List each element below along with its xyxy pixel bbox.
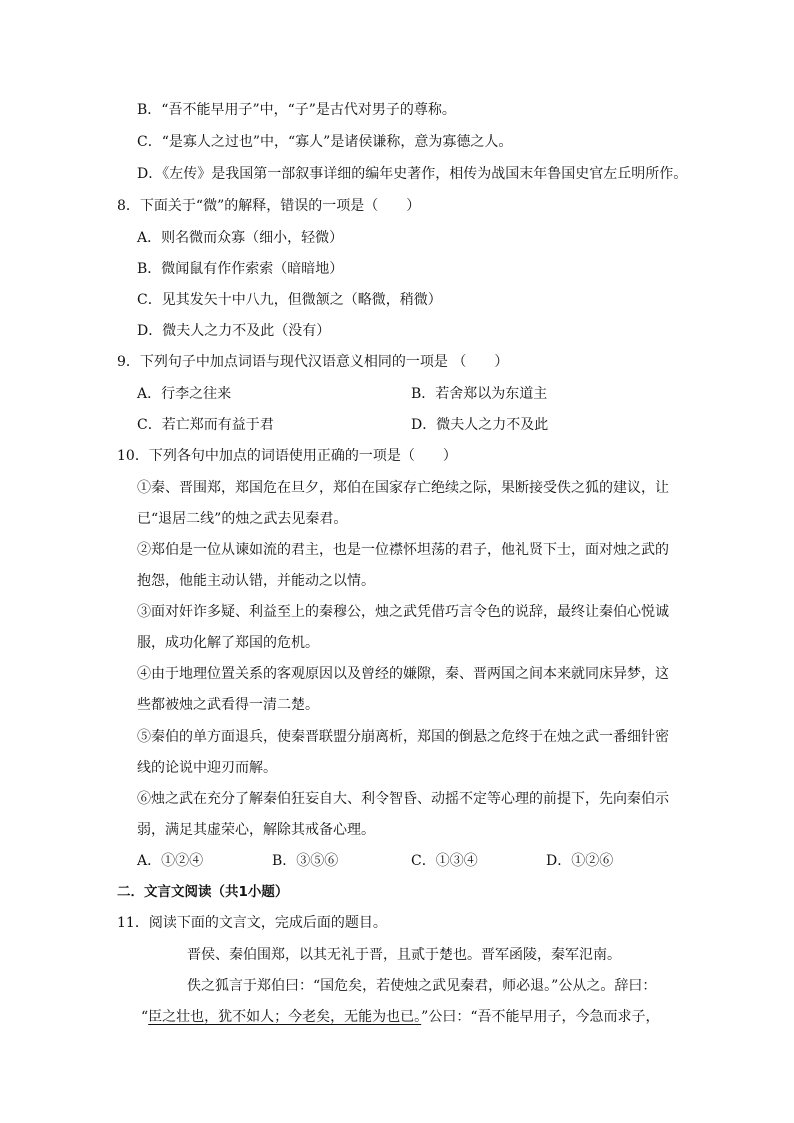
question-10: 10．下列各句中加点的词语使用正确的一项是（ ） — [117, 448, 457, 464]
option-9c: C．若亡郑而有益于君 — [137, 417, 274, 433]
passage-line-2: 佚之狐言于郑伯曰：“国危矣，若使烛之武见秦君，师必退。”公从之。辞曰： — [187, 978, 657, 994]
option-10c: C．①③④ — [411, 853, 478, 869]
option-10d: D．①②⑥ — [546, 853, 614, 869]
question-8: 8．下面关于“微”的解释，错误的一项是（ ） — [117, 198, 421, 214]
statement-6-line-2: 弱，满足其虚荣心，解除其戒备心理。 — [137, 822, 375, 838]
statement-6-line-1: ⑥烛之武在充分了解秦伯狂妄自大、利令智昏、动摇不定等心理的前提下，先向秦伯示 — [137, 791, 669, 807]
option-10b: B．③⑤⑥ — [272, 853, 339, 869]
statement-1-line-2: 已“退居二线”的烛之武去见秦君。 — [137, 511, 348, 527]
option-8a: A．则名微而众寡（细小，轻微） — [137, 230, 344, 246]
statement-3-line-1: ③面对奸诈多疑、利益至上的秦穆公，烛之武凭借巧言令色的说辞，最终让秦伯心悦诚 — [137, 604, 669, 620]
quote-open: “ — [141, 1009, 149, 1025]
option-9a: A．行李之往来 — [137, 386, 232, 402]
statement-1-line-1: ①秦、晋围郑，郑国危在旦夕，郑伯在国家存亡绝续之际，果断接受佚之狐的建议，让 — [137, 480, 669, 496]
option-9d: D．微夫人之力不及此 — [411, 417, 549, 433]
statement-5-line-2: 线的论说中迎刃而解。 — [137, 760, 277, 776]
statement-2-line-1: ②郑伯是一位从谏如流的君主，也是一位襟怀坦荡的君子，他礼贤下士，面对烛之武的 — [137, 542, 669, 558]
passage-line-1: 晋侯、秦伯围郑，以其无礼于晋，且贰于楚也。晋军函陵，秦军氾南。 — [187, 947, 621, 963]
statement-2-line-2: 抱怨，他能主动认错，并能动之以情。 — [137, 573, 375, 589]
statement-3-line-2: 服，成功化解了郑国的危机。 — [137, 635, 319, 651]
option-7b: B．“吾不能早用子”中，“子”是古代对男子的尊称。 — [137, 102, 456, 118]
statement-5-line-1: ⑤秦伯的单方面退兵，使秦晋联盟分崩离析，郑国的倒悬之危终于在烛之武一番细针密 — [137, 729, 669, 745]
option-7c: C．“是寡人之过也”中，“寡人”是诸侯谦称，意为寡德之人。 — [137, 134, 513, 150]
option-8c: C．见其发矢十中八九，但微颔之（略微，稍微） — [137, 292, 442, 308]
option-8d: D．微夫人之力不及此（没有） — [137, 323, 331, 339]
option-9b: B．若舍郑以为东道主 — [411, 386, 548, 402]
question-9: 9．下列句子中加点词语与现代汉语意义相同的一项是 （ ） — [117, 354, 509, 370]
section-heading: 二．文言文阅读（共1小题） — [117, 884, 289, 900]
question-11: 11．阅读下面的文言文，完成后面的题目。 — [117, 915, 387, 931]
option-8b: B．微闻鼠有作作索索（暗暗地） — [137, 261, 344, 277]
option-10a: A．①②④ — [137, 853, 204, 869]
underlined-sentence: 臣之壮也，犹不如人；今老矣，无能为也已。 — [148, 1009, 422, 1025]
statement-4-line-2: 些都被烛之武看得一清二楚。 — [137, 697, 319, 713]
option-7d: D．《左传》是我国第一部叙事详细的编年史著作，相传为战国末年鲁国史官左丘明所作。 — [137, 166, 688, 182]
passage-line-3 — [141, 1007, 660, 1027]
passage-line-3-rest: ”公曰：“吾不能早用子，今急而求子， — [421, 1009, 660, 1025]
statement-4-line-1: ④由于地理位置关系的客观原因以及曾经的嫌隙，秦、晋两国之间本来就同床异梦，这 — [137, 666, 669, 682]
